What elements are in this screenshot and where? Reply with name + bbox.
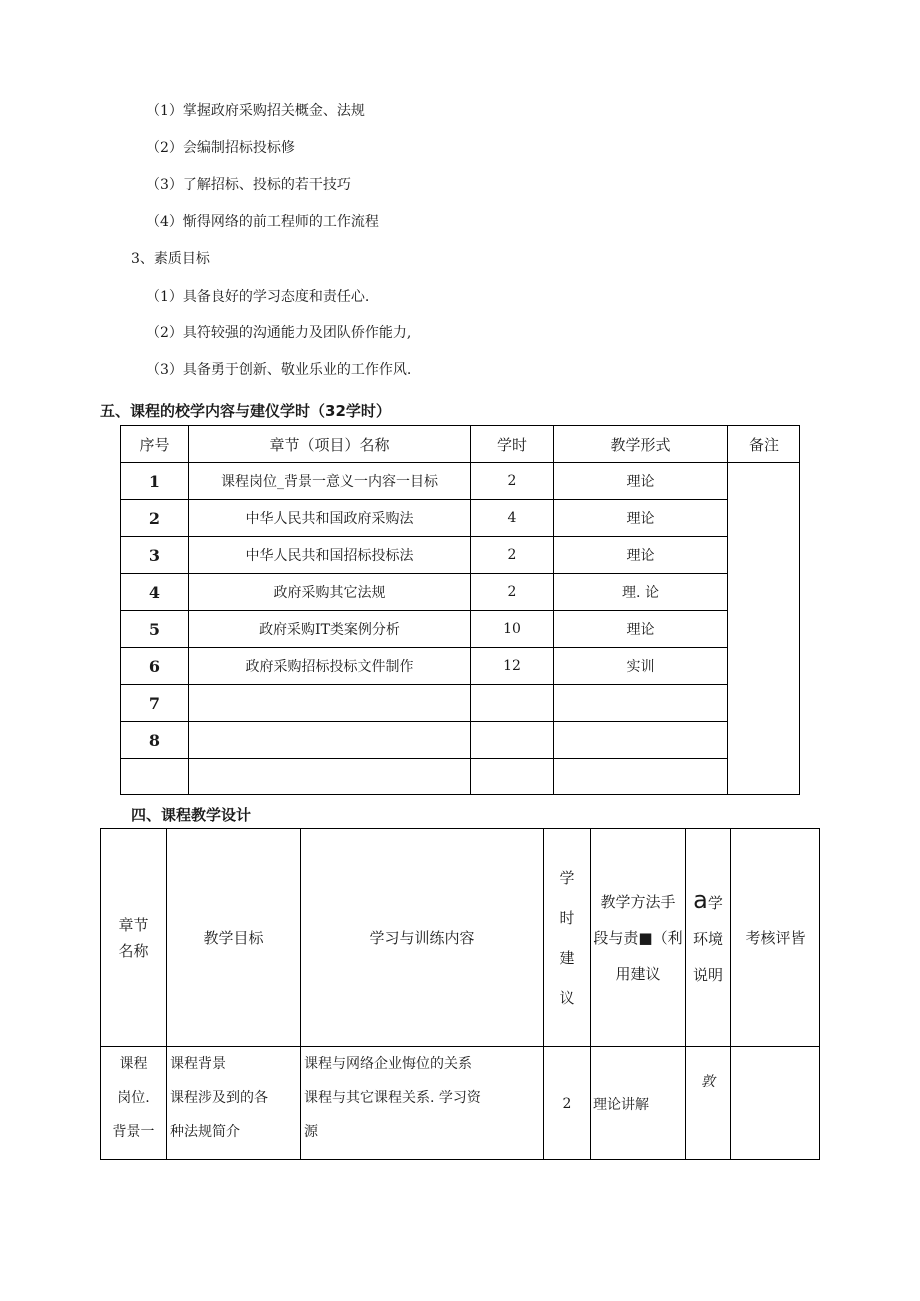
row-1-index: 1 — [120, 462, 188, 499]
row-content-line3: 源 — [304, 1124, 318, 1140]
row-5-index: 5 — [120, 610, 188, 647]
quality-item-1: （1）具备良好的学习态度和责任心. — [146, 289, 370, 305]
row-4-form: 理. 论 — [553, 573, 727, 610]
row-3-hours: 2 — [470, 536, 553, 573]
row-1-form: 理论 — [553, 462, 727, 499]
header-env-line1: 学 — [707, 894, 723, 912]
header-hours-c3: 建 — [559, 948, 575, 967]
hours-table — [120, 425, 800, 795]
design-table — [100, 828, 820, 1160]
row-3-index: 3 — [120, 536, 188, 573]
row-chapter-line2: 岗位. — [117, 1090, 150, 1106]
row-9-hours — [470, 758, 553, 795]
header-assessment: 考核评皆 — [730, 828, 820, 1046]
row-2-form: 理论 — [553, 499, 727, 536]
knowledge-item-3: （3）了解招标、投标的若干技巧 — [146, 177, 351, 193]
header-env-line3: 说明 — [692, 966, 723, 984]
knowledge-item-4: （4）惭得网络的前工程师的工作流程 — [146, 214, 379, 230]
header-goal: 教学目标 — [166, 828, 300, 1046]
row-9-chapter — [188, 758, 470, 795]
header-index: 序号 — [120, 425, 188, 462]
row-6-index: 6 — [120, 647, 188, 684]
row-chapter — [100, 1046, 166, 1160]
row-4-index: 4 — [120, 573, 188, 610]
header-chapter-line1: 章节 — [118, 915, 149, 934]
quality-heading: 3、素质目标 — [131, 251, 210, 267]
row-content-line2: 课程与其它课程关系. 学习资 — [304, 1090, 481, 1106]
header-env-a: a — [693, 886, 708, 914]
header-form: 教学形式 — [553, 425, 727, 462]
row-2-hours: 4 — [470, 499, 553, 536]
row-1-hours: 2 — [470, 462, 553, 499]
row-content — [300, 1046, 543, 1160]
header-hours: 学时 — [470, 425, 553, 462]
row-4-chapter: 政府采购其它法规 — [188, 573, 470, 610]
header-chapter: 章节（项目）名称 — [188, 425, 470, 462]
header-environment — [685, 828, 730, 1046]
row-goal-line3: 种法规简介 — [170, 1124, 240, 1140]
row-1-chapter: 课程岗位_背景一意义一内容一目标 — [188, 462, 470, 499]
row-hours: 2 — [543, 1046, 590, 1160]
row-goal-line2: 课程涉及到的各 — [170, 1090, 268, 1106]
header-chapter-line2: 名称 — [118, 941, 149, 960]
row-3-chapter: 中华人民共和国招标投标法 — [188, 536, 470, 573]
header-hours-c4: 议 — [559, 988, 575, 1007]
row-7-chapter — [188, 684, 470, 721]
section4-title: 四、课程教学设计 — [131, 806, 252, 824]
row-method: 理论讲解 — [590, 1046, 685, 1160]
section5-title: 五、课程的校学内容与建仪学时（32学时） — [100, 402, 391, 420]
row-5-form: 理论 — [553, 610, 727, 647]
row-3-form: 理论 — [553, 536, 727, 573]
row-6-chapter: 政府采购招标投标文件制作 — [188, 647, 470, 684]
knowledge-item-1: （1）掌握政府采购招关概金、法规 — [146, 103, 365, 119]
header-method — [590, 828, 685, 1046]
row-content-line1: 课程与网络企业悔位的关系 — [304, 1056, 472, 1072]
header-method-line2: 段与责■（利 — [593, 928, 683, 947]
row-chapter-line3: 背景一 — [112, 1124, 155, 1140]
row-5-hours: 10 — [470, 610, 553, 647]
row-9-index — [120, 758, 188, 795]
row-8-hours — [470, 721, 553, 758]
row-8-chapter — [188, 721, 470, 758]
row-2-chapter: 中华人民共和国政府采购法 — [188, 499, 470, 536]
row-chapter-line1: 课程 — [119, 1056, 148, 1072]
row-goal — [166, 1046, 300, 1160]
row-goal-line1: 课程背景 — [170, 1056, 226, 1072]
header-chapter-name — [100, 828, 166, 1046]
row-6-hours: 12 — [470, 647, 553, 684]
quality-item-2: （2）具符较强的沟通能力及团队侨作能力, — [146, 325, 412, 341]
row-7-form — [553, 684, 727, 721]
row-8-index: 8 — [120, 721, 188, 758]
header-content: 学习与训练内容 — [300, 828, 543, 1046]
row-9-form — [553, 758, 727, 795]
row-7-index: 7 — [120, 684, 188, 721]
header-hours-c2: 时 — [559, 908, 575, 927]
knowledge-item-2: （2）会编制招标投标修 — [146, 140, 295, 156]
row-7-hours — [470, 684, 553, 721]
header-remarks: 备注 — [727, 425, 800, 462]
row-6-form: 实训 — [553, 647, 727, 684]
header-hours — [543, 828, 590, 1046]
row-environment: 敦 — [685, 1046, 730, 1160]
remarks-cell — [727, 462, 800, 795]
row-2-index: 2 — [120, 499, 188, 536]
header-hours-c1: 学 — [559, 868, 575, 887]
row-4-hours: 2 — [470, 573, 553, 610]
header-env-line2: 环境 — [692, 930, 723, 948]
header-method-line3: 用建议 — [615, 964, 661, 983]
row-assessment — [730, 1046, 820, 1160]
row-5-chapter: 政府采购IT类案例分析 — [188, 610, 470, 647]
header-method-line1: 教学方法手 — [600, 892, 676, 911]
row-8-form — [553, 721, 727, 758]
quality-item-3: （3）具备勇于创新、敬业乐业的工作作风. — [146, 362, 412, 378]
